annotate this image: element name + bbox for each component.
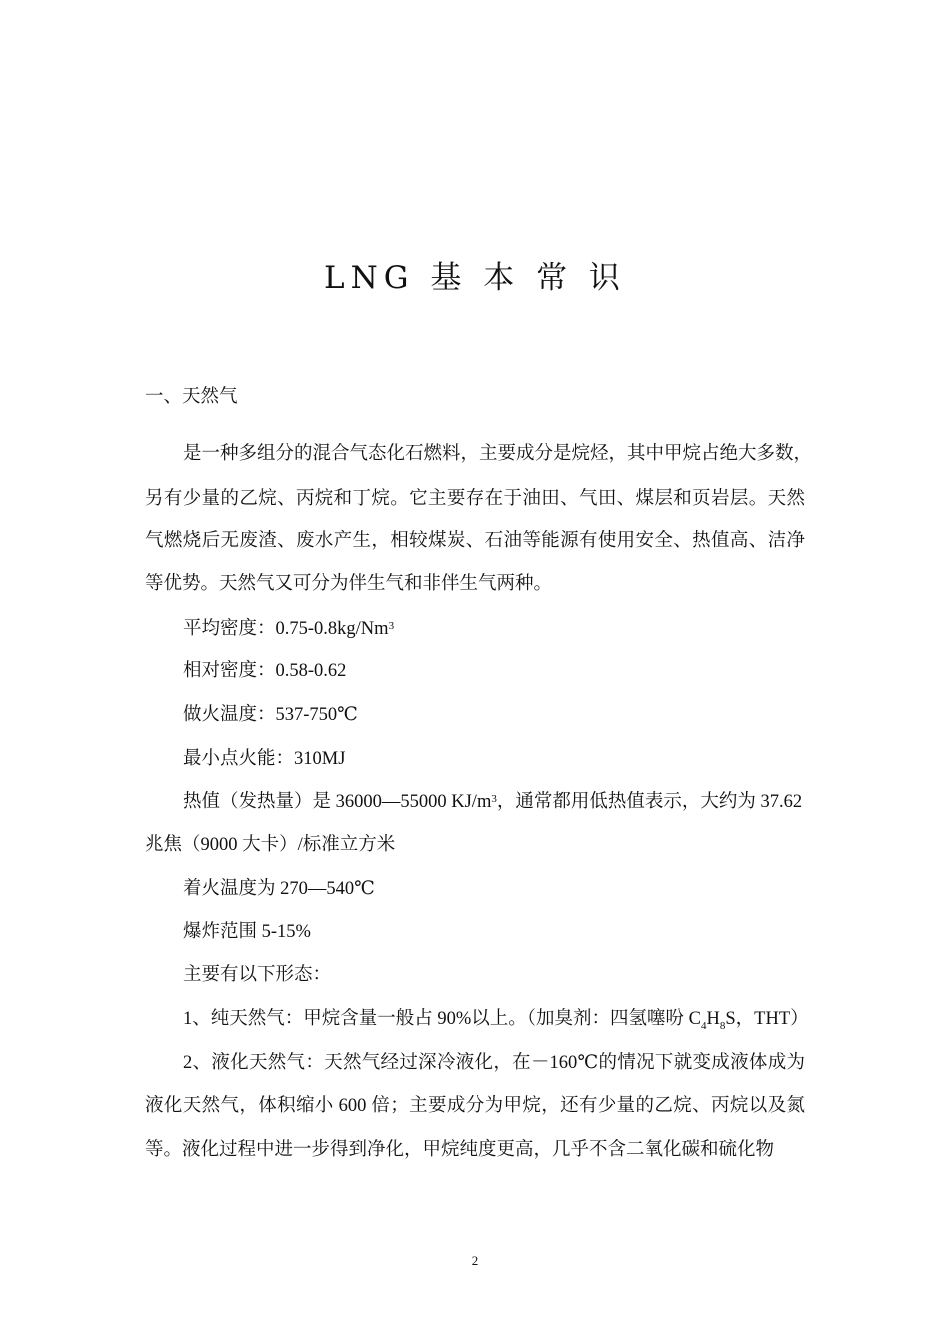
list-item: 2、液化天然气：天然气经过深冷液化，在－160℃的情况下就变成液体成为 — [183, 1053, 805, 1073]
heat-value-line2: 兆焦（9000 大卡）/标准立方米 — [145, 835, 396, 855]
page-number: 2 — [471, 1253, 479, 1268]
paragraph-line: 气燃烧后无废渣、废水产生，相较煤炭、石油等能源有使用安全、热值高、洁净 — [145, 531, 805, 551]
superscript: 3 — [491, 793, 497, 805]
avg-density-text: 平均密度：0.75-0.8kg/Nm — [183, 619, 389, 639]
superscript: 3 — [388, 620, 395, 632]
paragraph-line: 等优势。天然气又可分为伴生气和非伴生气两种。 — [145, 574, 553, 594]
list-item — [183, 1010, 809, 1032]
subscript: 4 — [701, 1020, 707, 1032]
list-item-continuation: 等。液化过程中进一步得到净化，甲烷纯度更高，几乎不含二氧化碳和硫化物 — [145, 1140, 775, 1160]
heat-value-text-b: ，通常都用低热值表示，大约为 37.62 — [496, 792, 803, 812]
relative-density: 相对密度：0.58-0.62 — [183, 661, 347, 681]
heat-value-line1 — [183, 793, 802, 812]
list-item-text: 1、纯天然气：甲烷含量一般占 90%以上。（加臭剂：四氢噻吩 C — [183, 1009, 702, 1029]
list-item-continuation: 液化天然气，体积缩小 600 倍；主要成分为甲烷，还有少量的乙烷、丙烷以及氮 — [145, 1096, 805, 1116]
paragraph-line: 另有少量的乙烷、丙烷和丁烷。它主要存在于油田、气田、煤层和页岩层。天然 — [145, 489, 805, 509]
fire-temperature: 做火温度：537-750℃ — [183, 705, 358, 725]
min-ignition-energy: 最小点火能：310MJ — [183, 749, 346, 769]
paragraph-line: 是一种多组分的混合气态化石燃料，主要成分是烷烃，其中甲烷占绝大多数， — [183, 444, 813, 464]
ignition-temperature: 着火温度为 270—540℃ — [183, 879, 375, 899]
explosion-range: 爆炸范围 5-15% — [183, 922, 311, 942]
document-title: LNG 基 本 常 识 — [324, 260, 626, 296]
forms-intro: 主要有以下形态： — [183, 965, 332, 985]
section-heading: 一、天然气 — [145, 387, 238, 407]
subscript: 8 — [719, 1020, 726, 1032]
avg-density — [183, 620, 394, 639]
heat-value-text-a: 热值（发热量）是 36000—55000 KJ/m — [183, 792, 492, 812]
list-item-text: S，THT） — [725, 1009, 809, 1029]
list-item-text: H — [706, 1009, 720, 1029]
